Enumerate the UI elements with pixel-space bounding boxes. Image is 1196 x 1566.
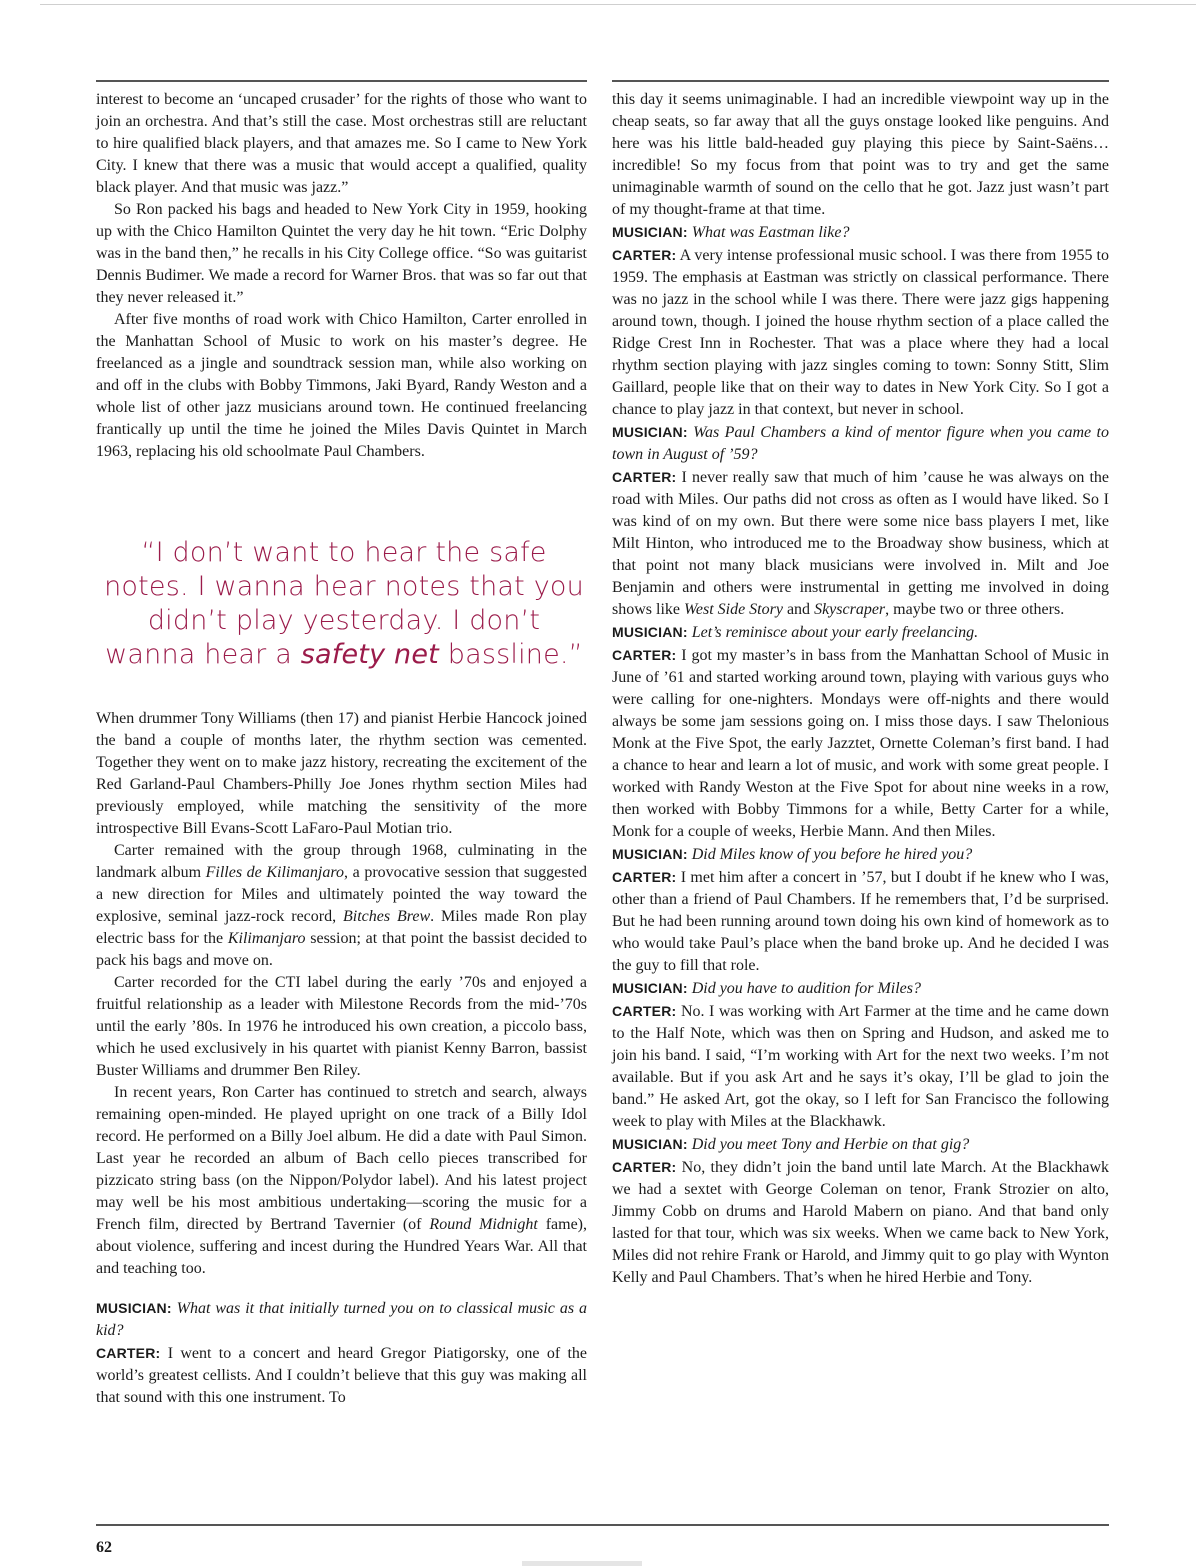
paragraph: Carter remained with the group through 1968, culminating in the landmark album Filles de Kilimanjaro, a provocative session that suggested a new direction for Miles and ultimately pointed the way toward the explosive, seminal jazz-rock record, Bitches Brew. Miles made Ron play electric bass for the Kilimanjaro session; at that point the bassist decided to pack his bags and move on. (96, 842, 588, 969)
answer-text: I met him after a concert in ’57, but I doubt if he knew who I was, other than a friend of Paul Chambers. If he remembers that, I’d be surprised. But he had been running around town doing his own kind of homework as to who would take Paul’s place when the band broke up. And he decided I was the guy to fill that role. (612, 869, 1110, 974)
bottom-edge-mark (522, 1561, 642, 1566)
album-title: Bitches Brew (343, 908, 431, 925)
speaker-label: MUSICIAN: (612, 846, 688, 862)
interview-answer (612, 866, 1109, 977)
interview-answer (612, 1000, 1109, 1133)
question-text: Let’s reminisce about your early freelancing. (691, 624, 979, 641)
question-text: What was Eastman like? (691, 224, 850, 241)
speaker-label: CARTER: (612, 247, 677, 263)
film-title: Round Midnight (429, 1216, 538, 1233)
album-title: Kilimanjaro (227, 930, 306, 947)
paragraph: In recent years, Ron Carter has continued to stretch and search, always remaining open-minded. He played upright on one track of a Billy Idol record. He performed on a Billy Joel album. He did a date with Paul Simon. Last year he recorded an album of Bach cello pieces transcribed for pizzicato string bass (on the Nippon/Polydor label). And his latest project may well be his most ambitious undertaking—scoring the music for a French film, directed by Bertrand Tavernier (of Round Midnight fame), about violence, suffering and incest during the Hundred Years War. All that and teaching too. (96, 1084, 587, 1277)
answer-text: No. I was working with Art Farmer at the time and he came down to the Half Note, which was then on Spring and Hudson, and asked me to join his band. I said, “I’m working with Art for the next two weeks. I’m not available. But if you ask Art and he says it’s okay, I’ll be glad to join the band.” He asked Art, got the okay, so I left for San Francisco the following week to play with Miles at the Blackhawk. (612, 1003, 1109, 1130)
speaker-label: CARTER: (612, 647, 677, 663)
question-text: Was Paul Chambers a kind of mentor figure when you came to town in August of ’59? (612, 424, 1110, 463)
speaker-label: MUSICIAN: (612, 424, 688, 440)
speaker-label: MUSICIAN: (612, 224, 688, 240)
right-column (612, 89, 1109, 1289)
answer-text: I went to a concert and heard Gregor Piatigorsky, one of the world’s greatest cellists. And I couldn’t believe that this guy was making all that sound with this one instrument. To (96, 1345, 588, 1406)
paragraph: After five months of road work with Chico Hamilton, Carter enrolled in the Manhattan School of Music to work on his master’s degree. He freelanced as a jingle and soundtrack session man, while also working on and off in the clubs with Bobby Timmons, Jaki Byard, Randy Weston and a whole list of other jazz musicians around town. He continued freelancing frantically up until the time he joined the Miles Davis Quintet in March 1963, replacing his old schoolmate Paul Chambers. (96, 311, 587, 460)
question-text: Did you have to audition for Miles? (691, 980, 921, 997)
top-edge-line (40, 4, 1196, 5)
answer-text: A very intense professional music school. I was there from 1955 to 1959. The emphasis at Eastman was strictly on classical performance. There was no jazz in the school while I was there. There were jazz gigs happening around town, though. I joined the house rhythm section of a place called the Ridge Crest Inn in Rochester. That was a place where they had a local rhythm section playing with jazz singles coming to town: Sonny Stitt, Slim Gaillard, people like that on their way to dates in New York City. So I got a chance to play jazz in that context, but never in school. (612, 247, 1109, 418)
interview-question (612, 221, 1109, 244)
interview-answer (96, 1342, 587, 1409)
page-number: 62 (96, 1539, 112, 1556)
speaker-label: MUSICIAN: (612, 624, 688, 640)
top-rule-right (612, 80, 1109, 82)
album-title: Filles de Kilimanjaro (205, 864, 345, 881)
speaker-label: CARTER: (612, 469, 677, 485)
interview-question (612, 843, 1109, 866)
question-text: Did Miles know of you before he hired you? (691, 846, 973, 863)
interview-question (612, 421, 1109, 466)
speaker-label: CARTER: (96, 1345, 161, 1361)
speaker-label: MUSICIAN: (612, 1136, 688, 1152)
pull-quote (100, 536, 588, 672)
paragraph: Carter recorded for the CTI label during the early ’70s and enjoyed a fruitful relationship as a leader with Milestone Records from the mid-’70s until the early ’80s. In 1976 he introduced his own creation, a piccolo bass, which he used exclusively in his quartet with pianist Kenny Barron, bassist Buster Williams and drummer Ben Riley. (96, 974, 587, 1079)
interview-question (96, 1297, 587, 1342)
show-title: West Side Story (684, 601, 783, 618)
interview-answer (612, 644, 1109, 843)
pull-quote-italic: safety net (300, 639, 439, 670)
speaker-label: MUSICIAN: (612, 980, 688, 996)
question-text: Did you meet Tony and Herbie on that gig? (691, 1136, 970, 1153)
pull-quote-text: “I don’t want to hear the safe notes. I wanna hear notes that you didn’t play yesterday. I don’t wanna hear a (104, 537, 584, 670)
left-column-top (96, 89, 587, 463)
speaker-label: MUSICIAN: (96, 1300, 172, 1316)
show-title: Skyscraper (814, 601, 886, 618)
interview-question (612, 977, 1109, 1000)
speaker-label: CARTER: (612, 1159, 677, 1175)
bottom-rule (96, 1524, 1109, 1526)
paragraph: When drummer Tony Williams (then 17) and pianist Herbie Hancock joined the band a couple of months later, the rhythm section was cemented. Together they went on to make jazz history, recreating the excitement of the Red Garland-Paul Chambers-Philly Joe Jones rhythm section Miles had previously employed, while matching the sensitivity of the more introspective Bill Evans-Scott LaFaro-Paul Motian trio. (96, 710, 587, 837)
interview-question (612, 621, 1109, 644)
interview-answer (612, 244, 1109, 421)
interview-answer: CARTER: I never really saw that much of him ’cause he was always on the road with Miles. Our paths did not cross as often as I would have liked. So I was kind of on my own. But there were some nice bass players I met, like Milt Hinton, who introduced me to the Broadway show business, which at that point not many black musicians were involved in. Milt and Joe Benjamin and others were instrumental in getting me involved in doing shows like West Side Story and Skyscraper, maybe two or three others. (612, 469, 1110, 618)
paragraph: So Ron packed his bags and headed to New York City in 1959, hooking up with the Chico Hamilton Quintet the very day he hit town. “Eric Dolphy was in the band then,” he recalls in his City College office. “So was guitarist Dennis Budimer. We made a record for Warner Bros. that was so far out that they never released it.” (96, 201, 587, 306)
question-text: What was it that initially turned you on to classical music as a kid? (96, 1300, 588, 1339)
interview-question (612, 1133, 1109, 1156)
answer-continued: this day it seems unimaginable. I had an incredible viewpoint way up in the cheap seats, so far away that all the guys onstage looked like penguins. And here was his little bald-headed guy playing this piece by Saint-Saëns…incredible! So my focus from that point was to try and get the same unimaginable warmth of sound on the cello that he got. Jazz just wasn’t part of my thought-frame at that time. (612, 91, 1109, 218)
pull-quote-end: bassline.” (438, 639, 583, 670)
top-rule-left (96, 80, 587, 82)
answer-text: No, they didn’t join the band until late March. At the Blackhawk we had a sextet with George Coleman on tenor, Frank Strozier on alto, Jimmy Cobb on drums and Harold Mabern on piano. And that band only lasted for that tour, which was six weeks. When we came back to New York, Miles did not rehire Frank or Harold, and Jimmy quit to go play with Wynton Kelly and Paul Chambers. That’s when he hired Herbie and Tony. (612, 1159, 1109, 1286)
speaker-label: CARTER: (612, 1003, 677, 1019)
paragraph: interest to become an ‘uncaped crusader’ for the rights of those who want to join an orchestra. And that’s still the case. Most orchestras still are reluctant to hire qualified black players, and that amazes me. So I came to New York City. I knew that there was a music that would accept a qualified, quality black player. And that music was jazz.” (96, 91, 587, 196)
speaker-label: CARTER: (612, 869, 677, 885)
interview-answer (612, 1156, 1109, 1289)
left-column-bottom (96, 708, 587, 1409)
answer-text: I got my master’s in bass from the Manhattan School of Music in June of ’61 and started working around town, playing with various guys who were calling for one-nighters. Mondays were off-nights and there would always be some jam sessions going on. I miss those days. I saw Thelonious Monk at the Five Spot, the early Jazztet, Ornette Coleman’s first band. I had a chance to hear and learn a lot of music, and work with some great people. I worked with Randy Weston at the Five Spot for about nine weeks in a row, then worked with Bobby Timmons for a while, Betty Carter for a while, Monk for a couple of weeks, Herbie Mann. And then Miles. (612, 647, 1109, 840)
